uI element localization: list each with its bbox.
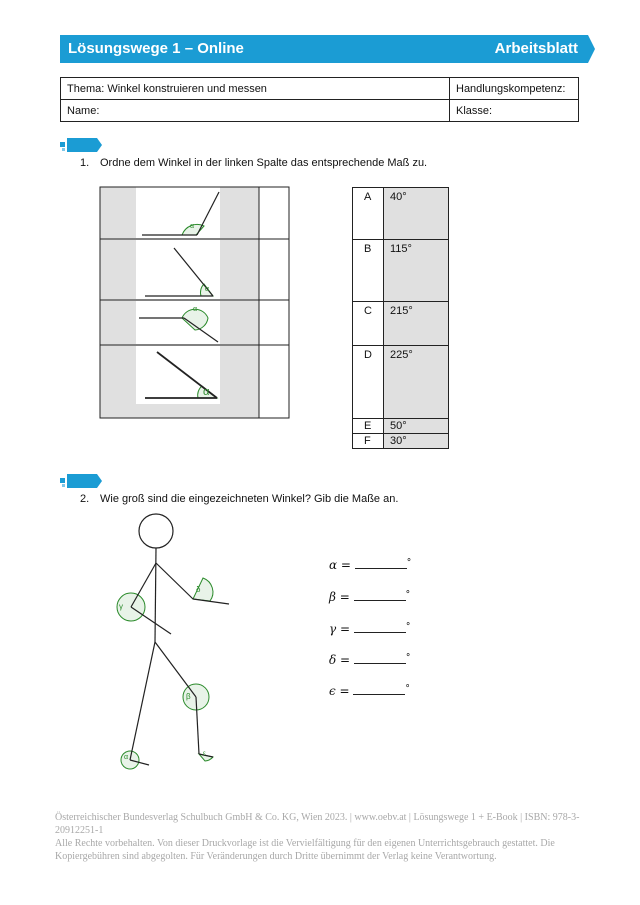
answer-blank[interactable]	[354, 590, 406, 601]
angle-table	[100, 187, 289, 418]
answer-value: 115°	[384, 240, 449, 302]
answer-blank[interactable]	[354, 653, 406, 664]
answer-letter: A	[353, 188, 384, 240]
task-2-number: 2.	[80, 493, 90, 505]
degree-sign: °	[405, 653, 411, 663]
equation-epsilon	[329, 684, 410, 698]
footer	[55, 811, 615, 863]
angle-4-label: α	[203, 386, 210, 398]
answer-table	[352, 187, 449, 449]
equation-alpha	[329, 558, 411, 572]
equation-label: δ	[329, 653, 337, 667]
equation-sign: =	[335, 684, 354, 698]
degree-sign: °	[405, 622, 411, 632]
angle-1-label: α	[190, 223, 195, 230]
answer-value: 50°	[384, 419, 449, 434]
topic-cell: Thema: Winkel konstruieren und messen	[61, 78, 450, 100]
equation-gamma	[329, 622, 410, 636]
angle-3-label: α	[193, 306, 198, 313]
task-marker-2	[60, 474, 98, 488]
task-2-text: Wie groß sind die eingezeichneten Winkel? Gib die Maße an.	[100, 493, 399, 505]
equation-label: β	[329, 590, 336, 604]
stick-figure	[117, 514, 229, 769]
footer-copyright: Alle Rechte vorbehalten. Von dieser Druckvorlage ist die Vervielfältigung für den eigenen Unterrichtsgebrauch gestattet. Die Kopiergebühren sind abgegolten. Für Veränderungen durch Dritte übernimmt der Verlag keine Verantwortung.	[55, 838, 555, 862]
answer-value: 215°	[384, 302, 449, 346]
class-field[interactable]: Klasse:	[450, 100, 579, 122]
alpha-label: α	[124, 754, 129, 761]
gamma-label: γ	[119, 602, 123, 611]
worksheet-title: Lösungswege 1 – Online	[68, 40, 244, 57]
degree-sign: °	[406, 558, 412, 568]
angle-2-label: α	[205, 286, 210, 293]
equation-label: γ	[329, 622, 337, 636]
answer-blank[interactable]	[355, 558, 407, 569]
worksheet-type-label: Arbeitsblatt	[494, 40, 578, 57]
answer-value: 225°	[384, 346, 449, 419]
answer-blank[interactable]	[354, 622, 406, 633]
equation-sign: =	[337, 558, 355, 572]
answer-letter: B	[353, 240, 384, 302]
answer-blank[interactable]	[353, 684, 405, 695]
answer-letter: E	[353, 419, 384, 434]
equation-label: ϵ	[329, 684, 336, 698]
name-field[interactable]: Name:	[61, 100, 450, 122]
equation-delta	[329, 653, 410, 667]
epsilon-label: ε	[203, 751, 206, 757]
answer-value: 40°	[384, 188, 449, 240]
degree-sign: °	[405, 684, 410, 694]
task-1-number: 1.	[80, 157, 90, 169]
equation-sign: =	[336, 622, 354, 636]
footer-publisher: Österreichischer Bundesverlag Schulbuch GmbH & Co. KG, Wien 2023. | www.oebv.at | Lösungswege 1 + E-Book | ISBN: 978-3-20912251-1	[55, 812, 580, 836]
answer-letter: C	[353, 302, 384, 346]
equation-beta	[329, 590, 410, 604]
delta-label: δ	[196, 585, 201, 594]
equation-sign: =	[335, 590, 354, 604]
answer-letter: F	[353, 434, 384, 449]
task-2-heading	[80, 493, 398, 505]
equation-label: α	[329, 558, 338, 572]
competence-cell[interactable]: Handlungskompetenz:	[450, 78, 579, 100]
degree-sign: °	[405, 590, 411, 600]
beta-label: β	[186, 692, 191, 701]
answer-letter: D	[353, 346, 384, 419]
answer-value: 30°	[384, 434, 449, 449]
task-1-text: Ordne dem Winkel in der linken Spalte das entsprechende Maß zu.	[100, 157, 428, 169]
equation-sign: =	[336, 653, 354, 667]
